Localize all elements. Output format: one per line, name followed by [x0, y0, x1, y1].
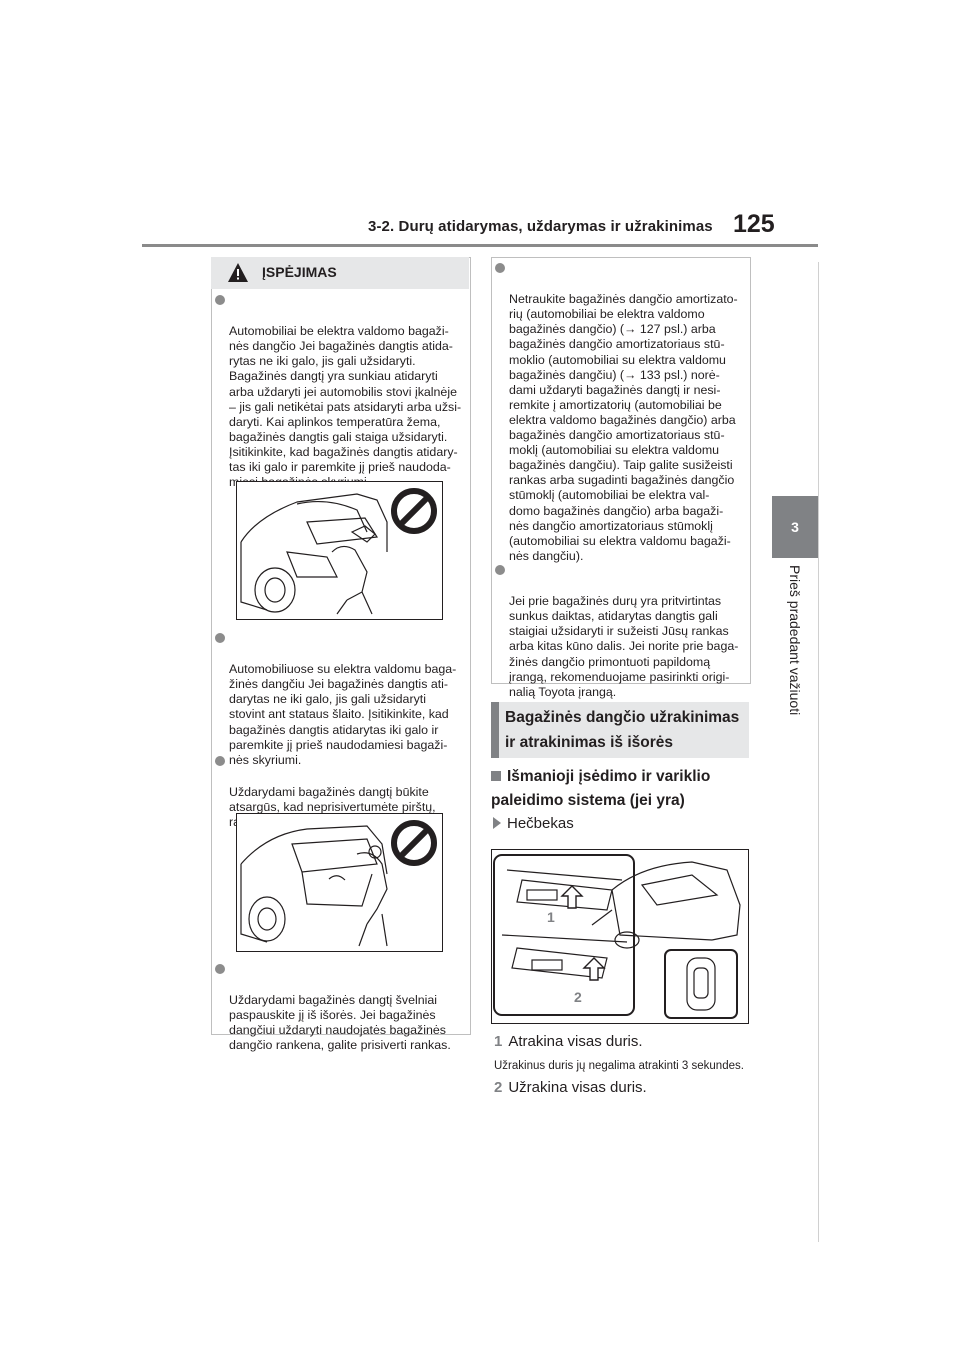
- warning-item: Uždarydami bagažinės dangtį būkite atsargūs, kad neprisivertumėte pirštų, rankų ir t.t.: [229, 755, 465, 830]
- prohibited-icon: [389, 818, 439, 868]
- bullet-icon: [215, 964, 225, 974]
- square-bullet-icon: [491, 771, 501, 781]
- variant-label: Hečbekas: [493, 815, 574, 832]
- section-heading: [491, 702, 749, 758]
- callout-1: 1: [547, 909, 555, 925]
- step-1: 1 Atrakina visas duris.: [494, 1033, 643, 1050]
- side-divider: [818, 262, 819, 1242]
- header-rule: [142, 244, 818, 247]
- chapter-label: Prieš pradedant važiuoti: [787, 565, 803, 716]
- chapter-number: 3: [791, 519, 799, 535]
- bullet-icon: [215, 756, 225, 766]
- illustration-hatchback-door-handle: [491, 849, 749, 1024]
- page-number: 125: [733, 210, 775, 238]
- warning-triangle-icon: [227, 262, 249, 284]
- warning-header: [211, 257, 469, 289]
- section-heading-text: Bagažinės dangčio užrakinimas ir atrakinimas iš išorės: [505, 709, 740, 751]
- step-2: 2 Užrakina visas duris.: [494, 1079, 647, 1096]
- bullet-icon: [495, 565, 505, 575]
- bullet-icon: [495, 263, 505, 273]
- section-header-title: 3-2. Durų atidarymas, uždarymas ir užrakinimas: [368, 218, 713, 235]
- callout-2: 2: [574, 989, 582, 1005]
- note-item: Jei prie bagažinės durų yra pritvirtintas sunkus daiktas, atidarytas dangtis gali staigiai užsidaryti ir sužeisti Jūsų rankas arba kitas kūno dalis. Jei norite prie baga- žinės dangčio primontuoti papildomą įrangą, rekomenduojame pasirinkti origi- nalią Toyota įrangą.: [509, 564, 745, 700]
- prohibited-icon: [389, 486, 439, 536]
- step-note: Užrakinus duris jų negalima atrakinti 3 sekundes.: [494, 1060, 744, 1072]
- arrow-icon: [493, 817, 501, 829]
- bullet-icon: [215, 295, 225, 305]
- chapter-tab[interactable]: [772, 496, 818, 558]
- warning-title: ĮSPĖJIMAS: [262, 264, 337, 280]
- section-heading-bar: [491, 702, 499, 758]
- note-item: Netraukite bagažinės dangčio amortizato- rių (automobiliai be elektra valdomo bagažinės dangčio) (→ 127 psl.) arba bagažinės dangčio amortizatoriaus stū- moklio (automobiliai su elektra valdomu bagažinės dangčiu) (→ 133 psl.) norė- dami uždaryti bagažinės dangtį ir nesi- remkite į amortizatorių (automobiliai be elektra valdomo bagažinės dangčio) arba bagažinės dangčio amortizatoriaus stū- moklį (automobiliai su elektra valdomu bagažinės dangčiu). Taip galite susižeisti rankas arba sugadinti bagažinės dangčio stūmoklį (automobiliai be elektra val- domo bagažinės dangčio) arba bagaži- nės dangčio amortizatoriaus stūmoklį (automobiliai su elektra valdomu bagaži- nės dangčiu).: [509, 262, 745, 564]
- bullet-icon: [215, 633, 225, 643]
- warning-item: Uždarydami bagažinės dangtį švelniai paspauskite jį iš išorės. Jei bagažinės dangčiui uždaryti naudojatės bagažinės dangčio rankena, galite prisiverti rankas.: [229, 963, 465, 1054]
- warning-item: Automobiliuose su elektra valdomu baga- žinės dangčiu Jei bagažinės dangtis ati- darytas ne iki galo, jis gali užsidaryti stovint ant stataus šlaito. Įsitikinkite, kad bagažinės dangtis atidarytas iki galo ir paremkite jį prieš naudodamiesi bagaži- nės skyriumi.: [229, 632, 465, 768]
- subheading: Išmanioji įsėdimo ir variklio paleidimo sistema (jei yra): [491, 768, 711, 809]
- warning-item: Automobiliai be elektra valdomo bagaži- nės dangčio Jei bagažinės dangtis atida- rytas ne iki galo, jis gali užsidaryti. Bagažinės dangtį yra sunkiau atidaryti arba uždaryti jei automobilis stovi įkalnėje – jis gali netikėtai pats atsidaryti arba užsi- daryti. Kai aplinkos temperatūra žema, bagažinės dangtis gali staiga užsidaryti. Įsitikinkite, kad bagažinės dangtis atidary- tas iki galo ir paremkite jį prieš naudoda- miesi bagažinės skyriumi.: [229, 294, 465, 490]
